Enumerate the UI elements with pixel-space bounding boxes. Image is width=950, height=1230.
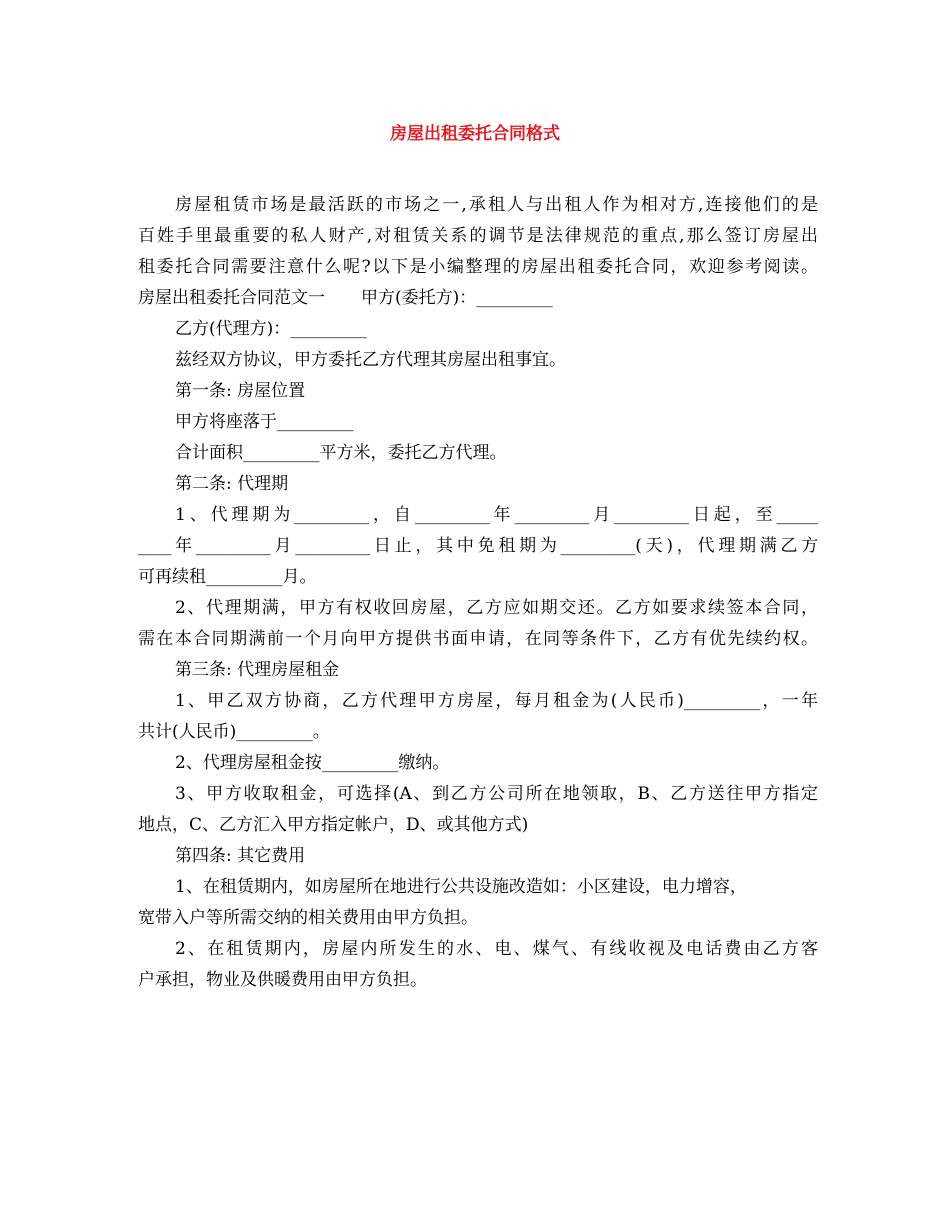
property-area: 合计面积_________平方米，委托乙方代理。 xyxy=(175,443,507,463)
rent-clause-3-line-1: 3、甲方收取租金，可选择(A、到乙方公司所在地领取，B、乙方送往甲方指定 xyxy=(175,784,818,804)
property-location: 甲方将座落于_________ xyxy=(175,412,354,432)
party-a-field: 甲方(委托方)：_________ xyxy=(361,288,553,308)
article-1-heading: 第一条: 房屋位置 xyxy=(175,381,306,401)
intro-line-2: 百姓手里最重要的私人财产,对租赁关系的调节是法律规范的重点,那么签订房屋出 xyxy=(138,226,818,246)
intro-line-3: 租委托合同需要注意什么呢?以下是小编整理的房屋出租委托合同，欢迎参考阅读。 xyxy=(138,257,818,277)
intro-line-1: 房屋租赁市场是最活跃的市场之一,承租人与出租人作为相对方,连接他们的是 xyxy=(175,195,818,215)
rent-clause-1-line-1: 1、甲乙双方协商，乙方代理甲方房屋，每月租金为(人民币)_________，一年 xyxy=(175,691,818,711)
sample-heading: 房屋出租委托合同范文一 xyxy=(138,288,325,308)
party-b-field: 乙方(代理方)：_________ xyxy=(175,319,367,339)
article-3-heading: 第三条: 代理房屋租金 xyxy=(175,660,340,680)
article-4-heading: 第四条: 其它费用 xyxy=(175,846,306,866)
term-clause-1-line-2: ____年_________月_________日止，其中免租期为_________(天)，代理期满乙方 xyxy=(138,536,818,556)
document-body xyxy=(138,190,818,996)
rent-clause-1-line-2: 共计(人民币)_________。 xyxy=(138,722,330,742)
fees-clause-2-line-2: 户承担，物业及供暖费用由甲方负担。 xyxy=(138,970,427,990)
agreement-statement: 兹经双方协议，甲方委托乙方代理其房屋出租事宜。 xyxy=(175,350,566,370)
term-clause-2-line-1: 2、代理期满，甲方有权收回房屋，乙方应如期交还。乙方如要求续签本合同， xyxy=(175,598,818,618)
sample-heading-line xyxy=(138,283,818,314)
fees-clause-1-line-2: 宽带入户等所需交纳的相关费用由甲方负担。 xyxy=(138,908,478,928)
fees-clause-1-line-1: 1、在租赁期内，如房屋所在地进行公共设施改造如：小区建设，电力增容， xyxy=(175,877,747,897)
term-clause-1-line-3: 可再续租_________月。 xyxy=(138,567,317,587)
fees-clause-2-line-1: 2、在租赁期内，房屋内所发生的水、电、煤气、有线收视及电话费由乙方客 xyxy=(175,939,818,959)
term-clause-1-line-1: 1、代理期为_________，自_________年_________月_________日起，至_____ xyxy=(175,505,818,525)
term-clause-2-line-2: 需在本合同期满前一个月向甲方提供书面申请，在同等条件下，乙方有优先续约权。 xyxy=(138,629,818,649)
article-2-heading: 第二条: 代理期 xyxy=(175,474,289,494)
rent-clause-2: 2、代理房屋租金按_________缴纳。 xyxy=(175,753,450,773)
rent-clause-3-line-2: 地点，C、乙方汇入甲方指定帐户，D、或其他方式) xyxy=(138,815,529,835)
document-title: 房屋出租委托合同格式 xyxy=(390,124,560,144)
